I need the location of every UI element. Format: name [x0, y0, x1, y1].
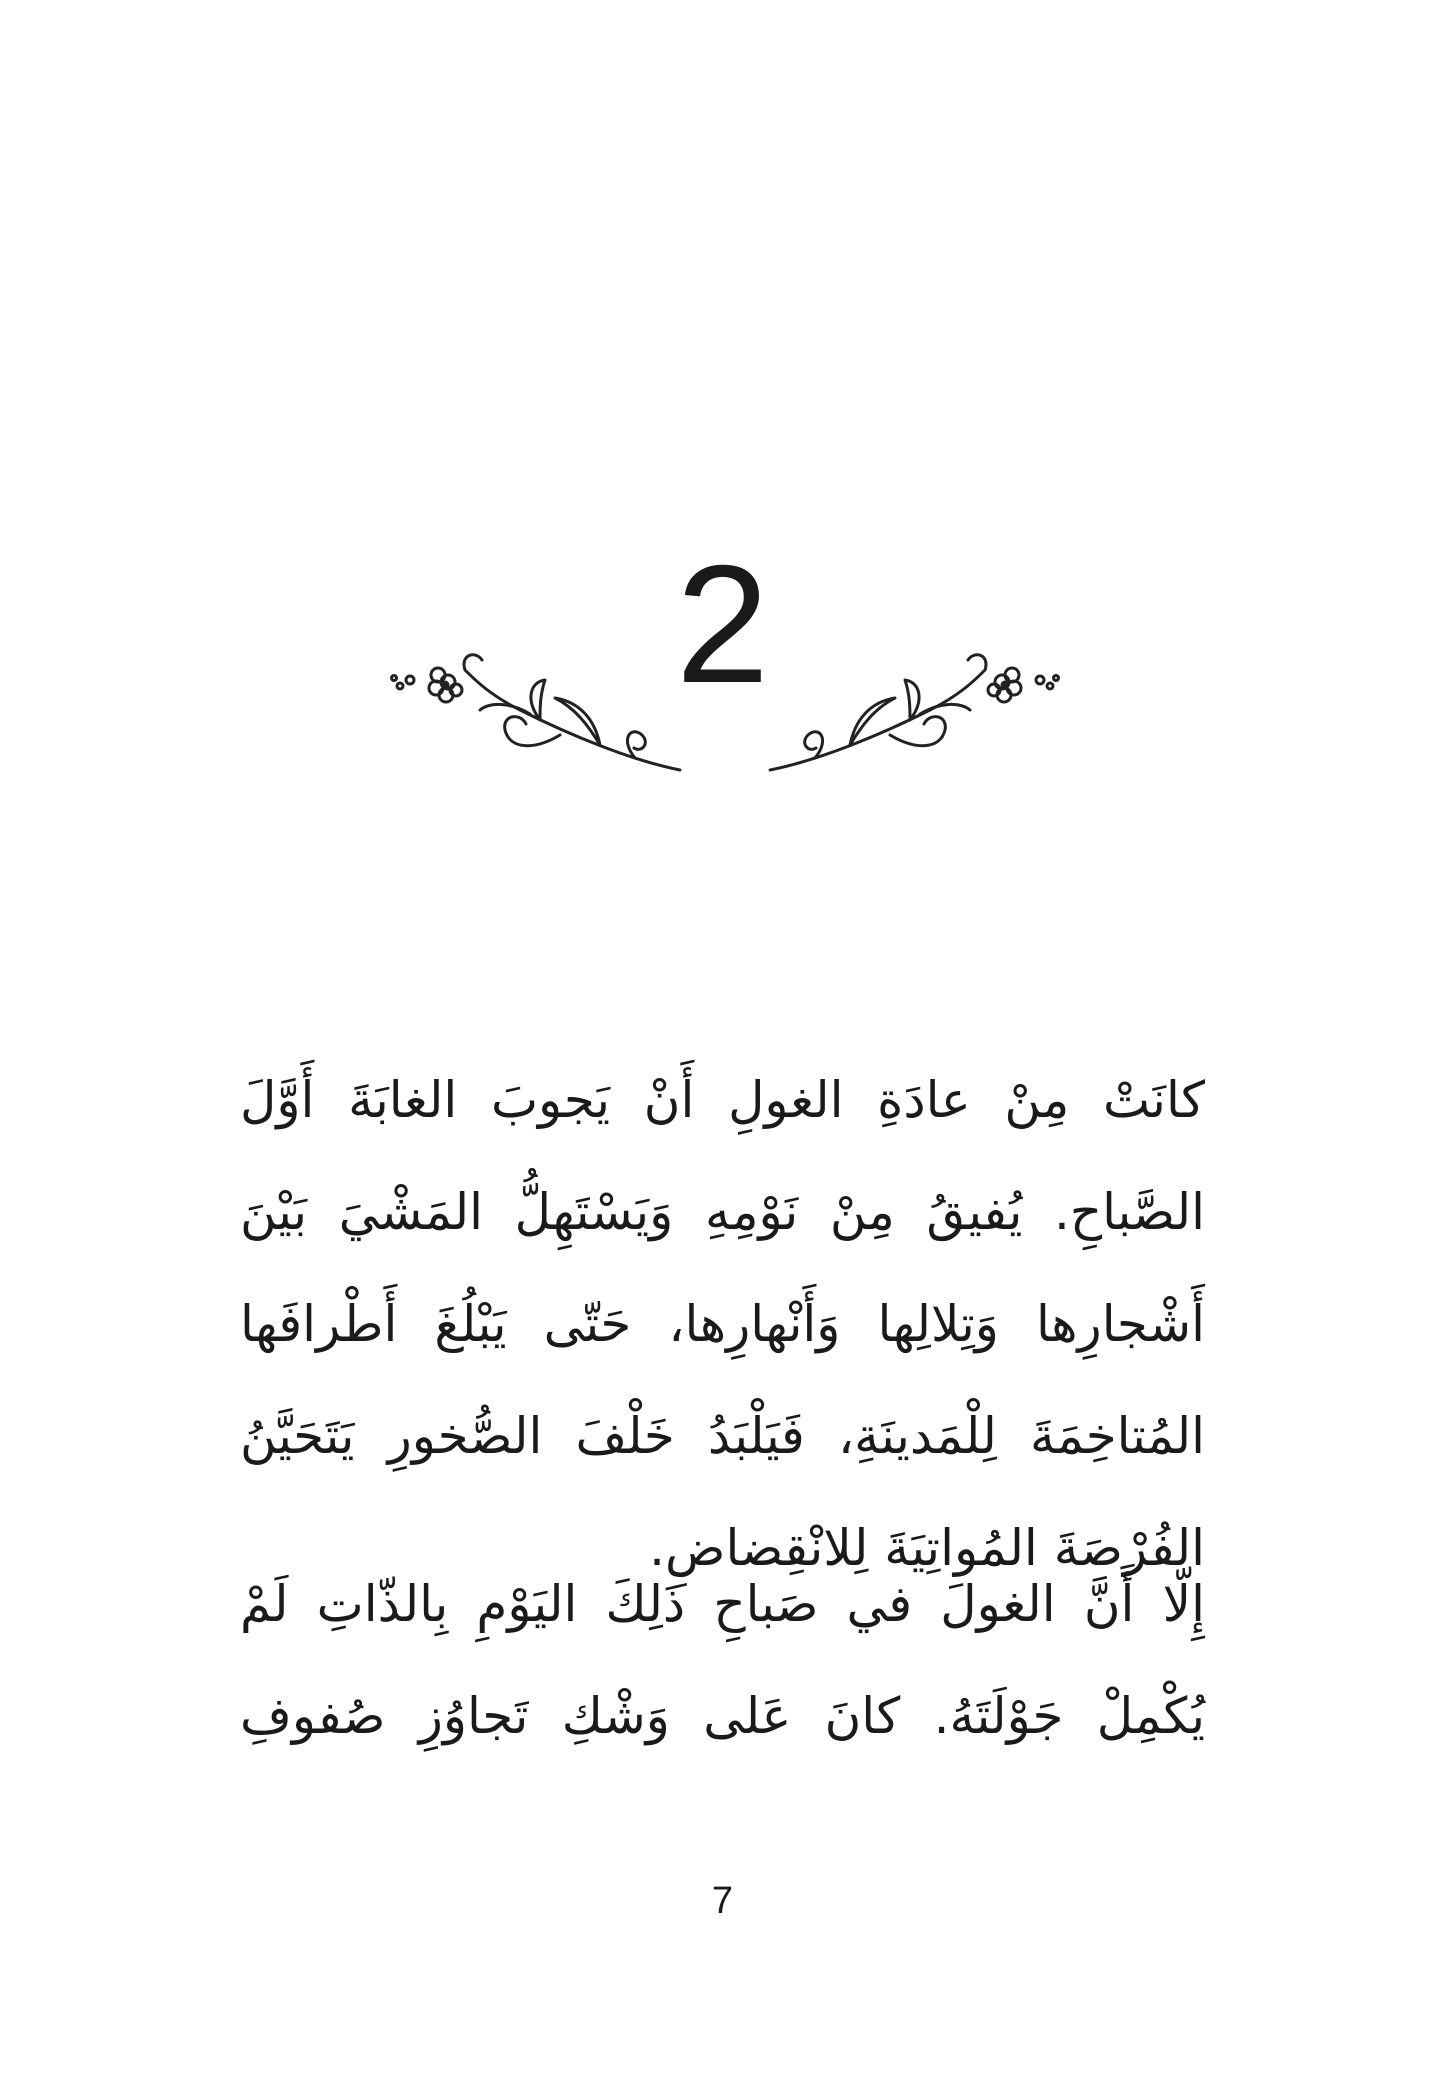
page-number: 7	[711, 1880, 734, 1922]
story-paragraph-2	[240, 1548, 1205, 1772]
floral-vine-ornament-icon	[380, 640, 1070, 790]
paragraph-line: الفُرْصَةَ المُواتِيَةَ لِلانْقِضاضِ.	[649, 1519, 1205, 1577]
paragraph-line: الصَّباحِ. يُفيقُ مِنْ نَوْمِهِ وَيَسْتَهِلُّ المَشْيَ بَيْنَ	[240, 1183, 1205, 1241]
paragraph-line: إِلّا أَنَّ الغولَ في صَباحِ ذَلِكَ اليَوْمِ بِالذّاتِ لَمْ	[240, 1575, 1205, 1633]
story-paragraph-1	[240, 1044, 1205, 1604]
paragraph-line: أَشْجارِها وَتِلالِها وَأَنْهارِها، حَتّى يَبْلُغَ أَطْرافَها	[240, 1295, 1205, 1353]
paragraph-line: كانَتْ مِنْ عادَةِ الغولِ أَنْ يَجوبَ الغابَةَ أَوَّلَ	[240, 1071, 1205, 1129]
chapter-number: 2	[675, 530, 770, 718]
left-vine-icon	[392, 655, 681, 770]
right-vine-icon	[770, 655, 1059, 770]
paragraph-line: المُتاخِمَةَ لِلْمَدينَةِ، فَيَلْبَدُ خَلْفَ الصُّخورِ يَتَحَيَّنُ	[240, 1407, 1205, 1465]
paragraph-line: يُكْمِلْ جَوْلَتَهُ. كانَ عَلى وَشْكِ تَجاوُزِ صُفوفِ	[240, 1687, 1205, 1745]
